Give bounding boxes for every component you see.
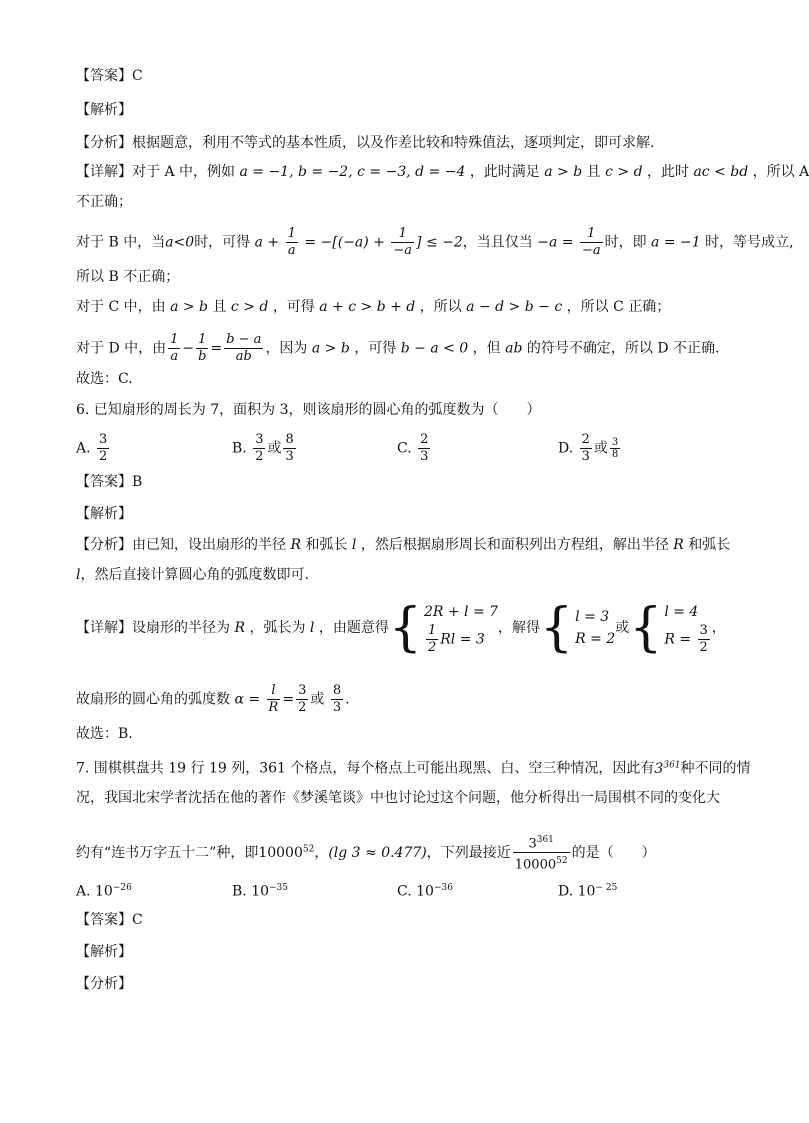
q5-detail-b-line2: 所以 B 不正确； (76, 269, 180, 285)
q6-detail-line: 【详解】设扇形的半径为 R ，弧长为 l ，由题意得{ 2R + l = 7 $\frac{1}{2}$ Rl = 3 ，解得{ l = 3 R = 2 或{ l = 4 R = $\frac{3}{2}$ ， (76, 598, 726, 658)
q7-analysis-heading: 【解析】 (76, 944, 132, 960)
q7-fenxi-heading: 【分析】 (76, 976, 132, 992)
q6-fenxi-line: 【分析】由已知，设出扇形的半径 R 和弧长 l ，然后根据扇形周长和面积列出方程组，解出半径 R 和弧长 (76, 537, 731, 553)
q7-option-c: C. $10^{-36}$ (397, 883, 453, 900)
q5-detail-a-line2: 不正确； (76, 194, 132, 210)
q6-option-c: C. $\frac{2}{3}$ (397, 432, 429, 464)
q5-answer-line (76, 66, 143, 86)
q6-conclude-line: 故扇形的圆心角的弧度数 α = $\frac{l}{R}$ = $\frac{3}{2}$ 或 $\frac{8}{3}$ . (76, 683, 350, 715)
q6-analysis-heading: 【解析】 (76, 506, 132, 522)
q5-answer: C (132, 68, 143, 84)
answer-tag: 【答案】 (76, 68, 132, 84)
q6-fenxi-line2: l，然后直接计算圆心角的弧度数即可. (76, 567, 309, 583)
analysis-tag: 【解析】 (76, 102, 132, 118)
q5-detail-d-line: 对于 D 中，由 $\frac{1}{a}$ − $\frac{1}{b}$ = $\frac{b - a}{ab}$ ，因为 a > b ，可得 b − a < 0 ，但 ab 的符号不确定，所以 D 不正确. (76, 332, 720, 364)
q5-detail-a-line: 【详解】对于 A 中，例如 a = −1, b = −2, c = −3, d = −4 ，此时满足 a > b 且 c > d ，此时 ac < bd ，所以 A (76, 164, 809, 180)
q7-option-b: B. $10^{-35}$ (232, 883, 289, 900)
q6-option-b: B. $\frac{3}{2}$ 或 $\frac{8}{3}$ (232, 432, 294, 464)
q6-answer-line: 【答案】B (76, 474, 143, 490)
q5-analysis-heading (76, 100, 132, 120)
q7-option-d: D. $10^{- 25}$ (558, 883, 618, 900)
q7-stem-2: 况，我国北宋学者沈括在他的著作《梦溪笔谈》中也讨论过这个问题，他分析得出一局围棋不同的变化大 (76, 790, 720, 806)
q7-stem-3: 约有“连书万字五十二”种，即10000$^{52}$，(lg 3 ≈ 0.477)，下列最接近 $\frac{3^{361}}{10000^{52}}$ 的是（ ） (76, 832, 656, 874)
q6-stem: 6. 已知扇形的周长为 7，面积为 3，则该扇形的圆心角的弧度数为（ ） (76, 402, 541, 418)
q5-detail-b-line: 对于 B 中，当a<0时，可得 a + $\frac{1}{a}$ = −[(−a) + $\frac{1}{-a}$ ] ≤ −2，当且仅当 −a = $\frac{1}{-a}$ 时，即 a = −1 时，等号成立, (76, 226, 794, 258)
q5-fenxi-line: 【分析】根据题意，利用不等式的基本性质，以及作差比较和特殊值法，逐项判定，即可求解. (76, 135, 655, 151)
q7-answer-line: 【答案】C (76, 912, 143, 928)
q6-option-a: A. $\frac{3}{2}$ (76, 432, 108, 464)
q5-choose: 故选：C. (76, 371, 133, 387)
q6-choose: 故选：B. (76, 726, 133, 742)
q6-option-d: D. $\frac{2}{3}$ 或 $\frac{3}{8}$ (558, 432, 619, 464)
q5-detail-c-line: 对于 C 中，由 a > b 且 c > d ，可得 a + c > b + d ，所以 a − d > b − c ，所以 C 正确； (76, 299, 671, 315)
math-expr: a = −1, b = −2, c = −3, d = −4 (235, 164, 470, 180)
q7-stem-1: 7. 围棋棋盘共 19 行 19 列，361 个格点，每个格点上可能出现黑、白、空三种情况，因此有$3^{361}$种不同的情 (76, 760, 751, 777)
q7-option-a: A. $10^{-26}$ (76, 883, 132, 900)
